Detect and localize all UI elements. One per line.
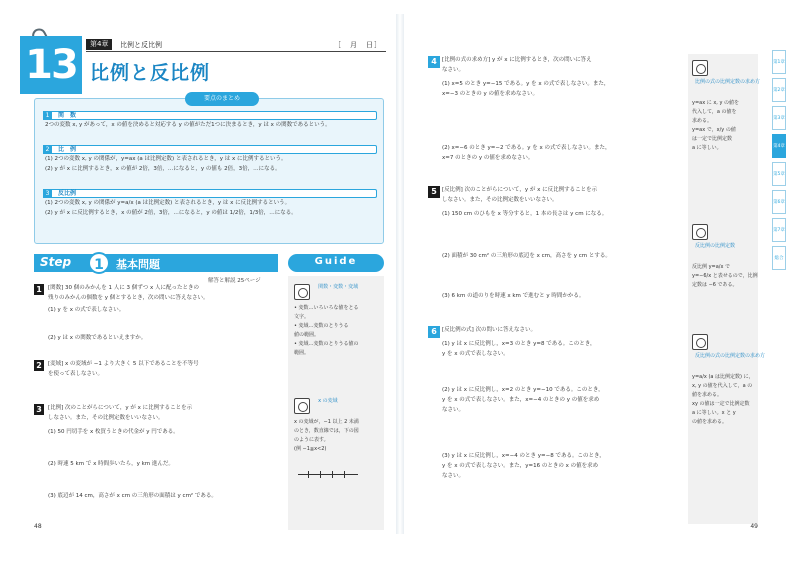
hint-icon <box>692 334 708 350</box>
question-3 <box>34 404 284 514</box>
chapter-tab[interactable]: 総合 <box>772 246 786 270</box>
question-5 <box>428 186 684 316</box>
question-number: 6 <box>428 326 440 338</box>
hint-title: 反比例の式の比例定数の求め方 <box>695 353 766 359</box>
chapter-tab[interactable]: 第6章 <box>772 190 786 214</box>
summary-section-bar <box>43 145 377 154</box>
hint-line: 値を求める。 <box>692 392 723 398</box>
question-text: なさい。 <box>442 407 465 413</box>
left-page <box>12 14 396 534</box>
question-text: [変域] x の変域が −1 より大きく 5 以下であることを不等号 <box>48 361 199 367</box>
question-6 <box>428 326 684 506</box>
question-text: (2) y は x に反比例し，x=2 のとき y=−10 である。このとき， <box>442 387 604 393</box>
question-number: 2 <box>34 360 44 371</box>
chapter-tag: 第4章 <box>86 39 112 50</box>
number-line-axis <box>298 474 358 475</box>
number-line-tick <box>344 471 345 478</box>
section-label: 反比例 <box>58 190 77 197</box>
question-text: (2) 時速 5 km で x 時間歩いたら，y km 進んだ。 <box>48 461 174 467</box>
chapter-tab[interactable]: 第5章 <box>772 162 786 186</box>
guide-icon <box>294 398 310 414</box>
book-spread <box>12 14 788 534</box>
hint-item-inverse-formula <box>692 334 766 426</box>
guide-line: のように表す。 <box>294 437 329 443</box>
question-text: (3) 6 km の道のりを時速 x km で進むと y 時間かかる。 <box>442 293 585 299</box>
answer-reference: 解答と解説 25ページ <box>208 278 261 284</box>
step-number: 1 <box>88 252 110 274</box>
question-text: 残りのみかんの個数を y 個とするとき，次の問いに答えなさい。 <box>48 295 209 301</box>
question-text: [関数] 30 個のみかんを 1 人に 3 個ずつ x 人に配ったときの <box>48 285 200 291</box>
section-label: 比 例 <box>58 146 77 153</box>
question-number: 3 <box>34 404 44 415</box>
chapter-tab[interactable]: 第2章 <box>772 78 786 102</box>
question-text: (1) y は x に反比例し，x=3 のとき y=8 である。このとき， <box>442 341 596 347</box>
guide-banner <box>288 254 384 272</box>
guide-column <box>288 276 384 530</box>
number-line-diagram <box>298 464 358 484</box>
guide-word: Guide <box>314 256 358 267</box>
number-line-tick <box>320 471 321 478</box>
chapter-header-bar <box>86 38 386 52</box>
question-text: (2) x=−6 のとき y=−2 である。y を x の式で表しなさい。また， <box>442 145 611 151</box>
guide-item-function <box>294 284 380 357</box>
question-text: y を x の式で表しなさい。また，y=16 のときの x の値を求め <box>442 463 599 469</box>
question-text: x=7 のときの y の値を求めなさい。 <box>442 155 534 161</box>
question-text: (3) 底辺が 14 cm，高さが x cm の三角形の面積は y cm² である。 <box>48 493 217 499</box>
question-text: [比例の式の求め方] y が x に比例するとき，次の問いに答え <box>442 57 592 63</box>
right-page <box>404 14 788 534</box>
chapter-name: 比例と反比例 <box>120 41 162 49</box>
question-text: (1) y を x の式で表しなさい。 <box>48 307 125 313</box>
question-text: なさい。 <box>442 473 465 479</box>
guide-line: 文字。 <box>294 314 310 320</box>
summary-section-proportion <box>43 145 377 174</box>
hint-item-proportion-constant <box>692 60 761 152</box>
hint-line: の値を求める。 <box>692 419 728 425</box>
hint-column <box>688 54 766 524</box>
date-fields: ［ 月 日］ <box>334 41 382 49</box>
section-label: 関 数 <box>58 112 77 119</box>
question-text: なさい。 <box>442 67 465 73</box>
question-text: x=−3 のときの y の値を求めなさい。 <box>442 91 538 97</box>
question-text: (2) y は x の関数であるといえますか。 <box>48 335 147 341</box>
question-2 <box>34 360 284 390</box>
guide-title: 関数・変数・変域 <box>318 284 359 290</box>
hint-item-inverse-constant <box>692 224 758 289</box>
question-number: 4 <box>428 56 440 68</box>
chapter-tabs <box>772 50 788 274</box>
guide-line: のとき，数直線では，下の図 <box>294 428 359 434</box>
section-text: (2) y が x に反比例するとき，x の値が 2倍，3倍，…になると，y の値は 1/2倍，1/3倍，…になる。 <box>45 210 297 216</box>
section-number: 2 <box>43 145 52 154</box>
hint-line: は一定で比例定数 <box>692 136 733 142</box>
chapter-number: 13 <box>20 36 82 94</box>
section-text: 2つの変数 x, y があって，x の値を決めると対応する y の値がただ1つに決まるとき，y は x の関数であるという。 <box>45 122 331 128</box>
page-number-right: 49 <box>750 523 758 530</box>
hint-line: a に等しい。 <box>692 145 722 151</box>
guide-line: • 変数…いろいろな値をとる <box>294 305 359 311</box>
hint-line: y=ax で，x/y の値 <box>692 127 736 133</box>
summary-section-bar <box>43 111 377 120</box>
summary-heading: 要点のまとめ <box>185 92 259 106</box>
number-line-tick <box>308 471 309 478</box>
step-word: Step <box>40 255 72 269</box>
summary-section-function <box>43 111 377 130</box>
question-text: (1) 50 円切手を x 枚買うときの代金が y 円である。 <box>48 429 179 435</box>
hint-title: 比例の式の比例定数の求め方 <box>695 79 761 85</box>
guide-line: • 変域…変数のとりうる値の <box>294 341 359 347</box>
question-text: (1) x=5 のとき y=−15 である。y を x の式で表しなさい。また， <box>442 81 610 87</box>
hint-title: 反比例の比例定数 <box>695 243 736 249</box>
guide-line: (例 −1≦x<2) <box>294 446 327 452</box>
page-number-left: 48 <box>34 523 42 530</box>
question-text: (1) 150 cm のひもを x 等分すると，1 本の長さは y cm になる。 <box>442 211 608 217</box>
question-number: 1 <box>34 284 44 295</box>
chapter-tab[interactable]: 第3章 <box>772 106 786 130</box>
step-banner <box>34 254 278 272</box>
question-text: y を x の式で表しなさい。 <box>442 351 509 357</box>
hint-line: 反比例 y=a/x で <box>692 264 731 270</box>
summary-section-inverse <box>43 189 377 218</box>
hint-line: 求める。 <box>692 118 713 124</box>
hint-icon <box>692 60 708 76</box>
hint-line: x, y の値を代入して，a の <box>692 383 753 389</box>
question-text: [比例] 次のことがらについて，y が x に比例することを示 <box>48 405 193 411</box>
guide-line: x の変域が，−1 以上 2 未満 <box>294 419 359 425</box>
question-text: を使って表しなさい。 <box>48 371 104 377</box>
summary-box <box>34 95 384 244</box>
question-text: しなさい。また，その比例定数をいいなさい。 <box>442 197 558 203</box>
hint-icon <box>692 224 708 240</box>
question-4 <box>428 56 684 176</box>
section-number: 1 <box>43 111 52 120</box>
section-text: (1) 2つの変数 x, y の関係が y=a/x (a は比例定数) と表されるとき，y は x に反比例するという。 <box>45 200 291 206</box>
question-text: しなさい。また，その比例定数をいいなさい。 <box>48 415 164 421</box>
chapter-tab-active[interactable]: 第4章 <box>772 134 786 158</box>
number-line-tick <box>332 471 333 478</box>
book-gutter <box>396 14 404 534</box>
question-text: (2) 面積が 30 cm² の三角形の底辺を x cm，高さを y cm とする。 <box>442 253 611 259</box>
hint-line: y=−6/x と表せるので，比例 <box>692 273 758 279</box>
guide-line: 値の範囲。 <box>294 332 320 338</box>
question-text: [反比例の式] 次の問いに答えなさい。 <box>442 327 537 333</box>
page-title: 比例と反比例 <box>90 62 211 84</box>
hint-line: 定数は −6 である。 <box>692 282 738 288</box>
guide-icon <box>294 284 310 300</box>
step-title: 基本問題 <box>116 258 160 271</box>
guide-title: x の変域 <box>318 398 338 404</box>
chapter-tab[interactable]: 第7章 <box>772 218 786 242</box>
hint-line: a に等しい。x と y <box>692 410 736 416</box>
hint-line: y=a/x (a は比例定数) に， <box>692 374 754 380</box>
hint-line: y=ax に x, y の値を <box>692 100 740 106</box>
question-text: y を x の式で表しなさい。また，x=−4 のときの y の値を求め <box>442 397 600 403</box>
section-number: 3 <box>43 189 52 198</box>
section-text: (2) y が x に比例するとき，x の値が 2倍，3倍，…になると，y の値も 2倍，3倍，…になる。 <box>45 166 281 172</box>
question-number: 5 <box>428 186 440 198</box>
hint-line: 代入して，a の値を <box>692 109 737 115</box>
guide-line: 範囲。 <box>294 350 310 356</box>
question-text: [反比例] 次のことがらについて，y が x に反比例することを示 <box>442 187 598 193</box>
guide-line: • 変域…変数のとりうる <box>294 323 349 329</box>
question-1 <box>34 284 284 344</box>
question-text: (3) y は x に反比例し，x=−4 のとき y=−8 である。このとき， <box>442 453 605 459</box>
guide-item-domain <box>294 398 380 453</box>
summary-section-bar <box>43 189 377 198</box>
section-text: (1) 2つの変数 x, y の関係が，y=ax (a は比例定数) と表されるとき，y は x に比例するという。 <box>45 156 287 162</box>
chapter-tab[interactable]: 第1章 <box>772 50 786 74</box>
hint-line: xy の値は一定で比例定数 <box>692 401 750 407</box>
